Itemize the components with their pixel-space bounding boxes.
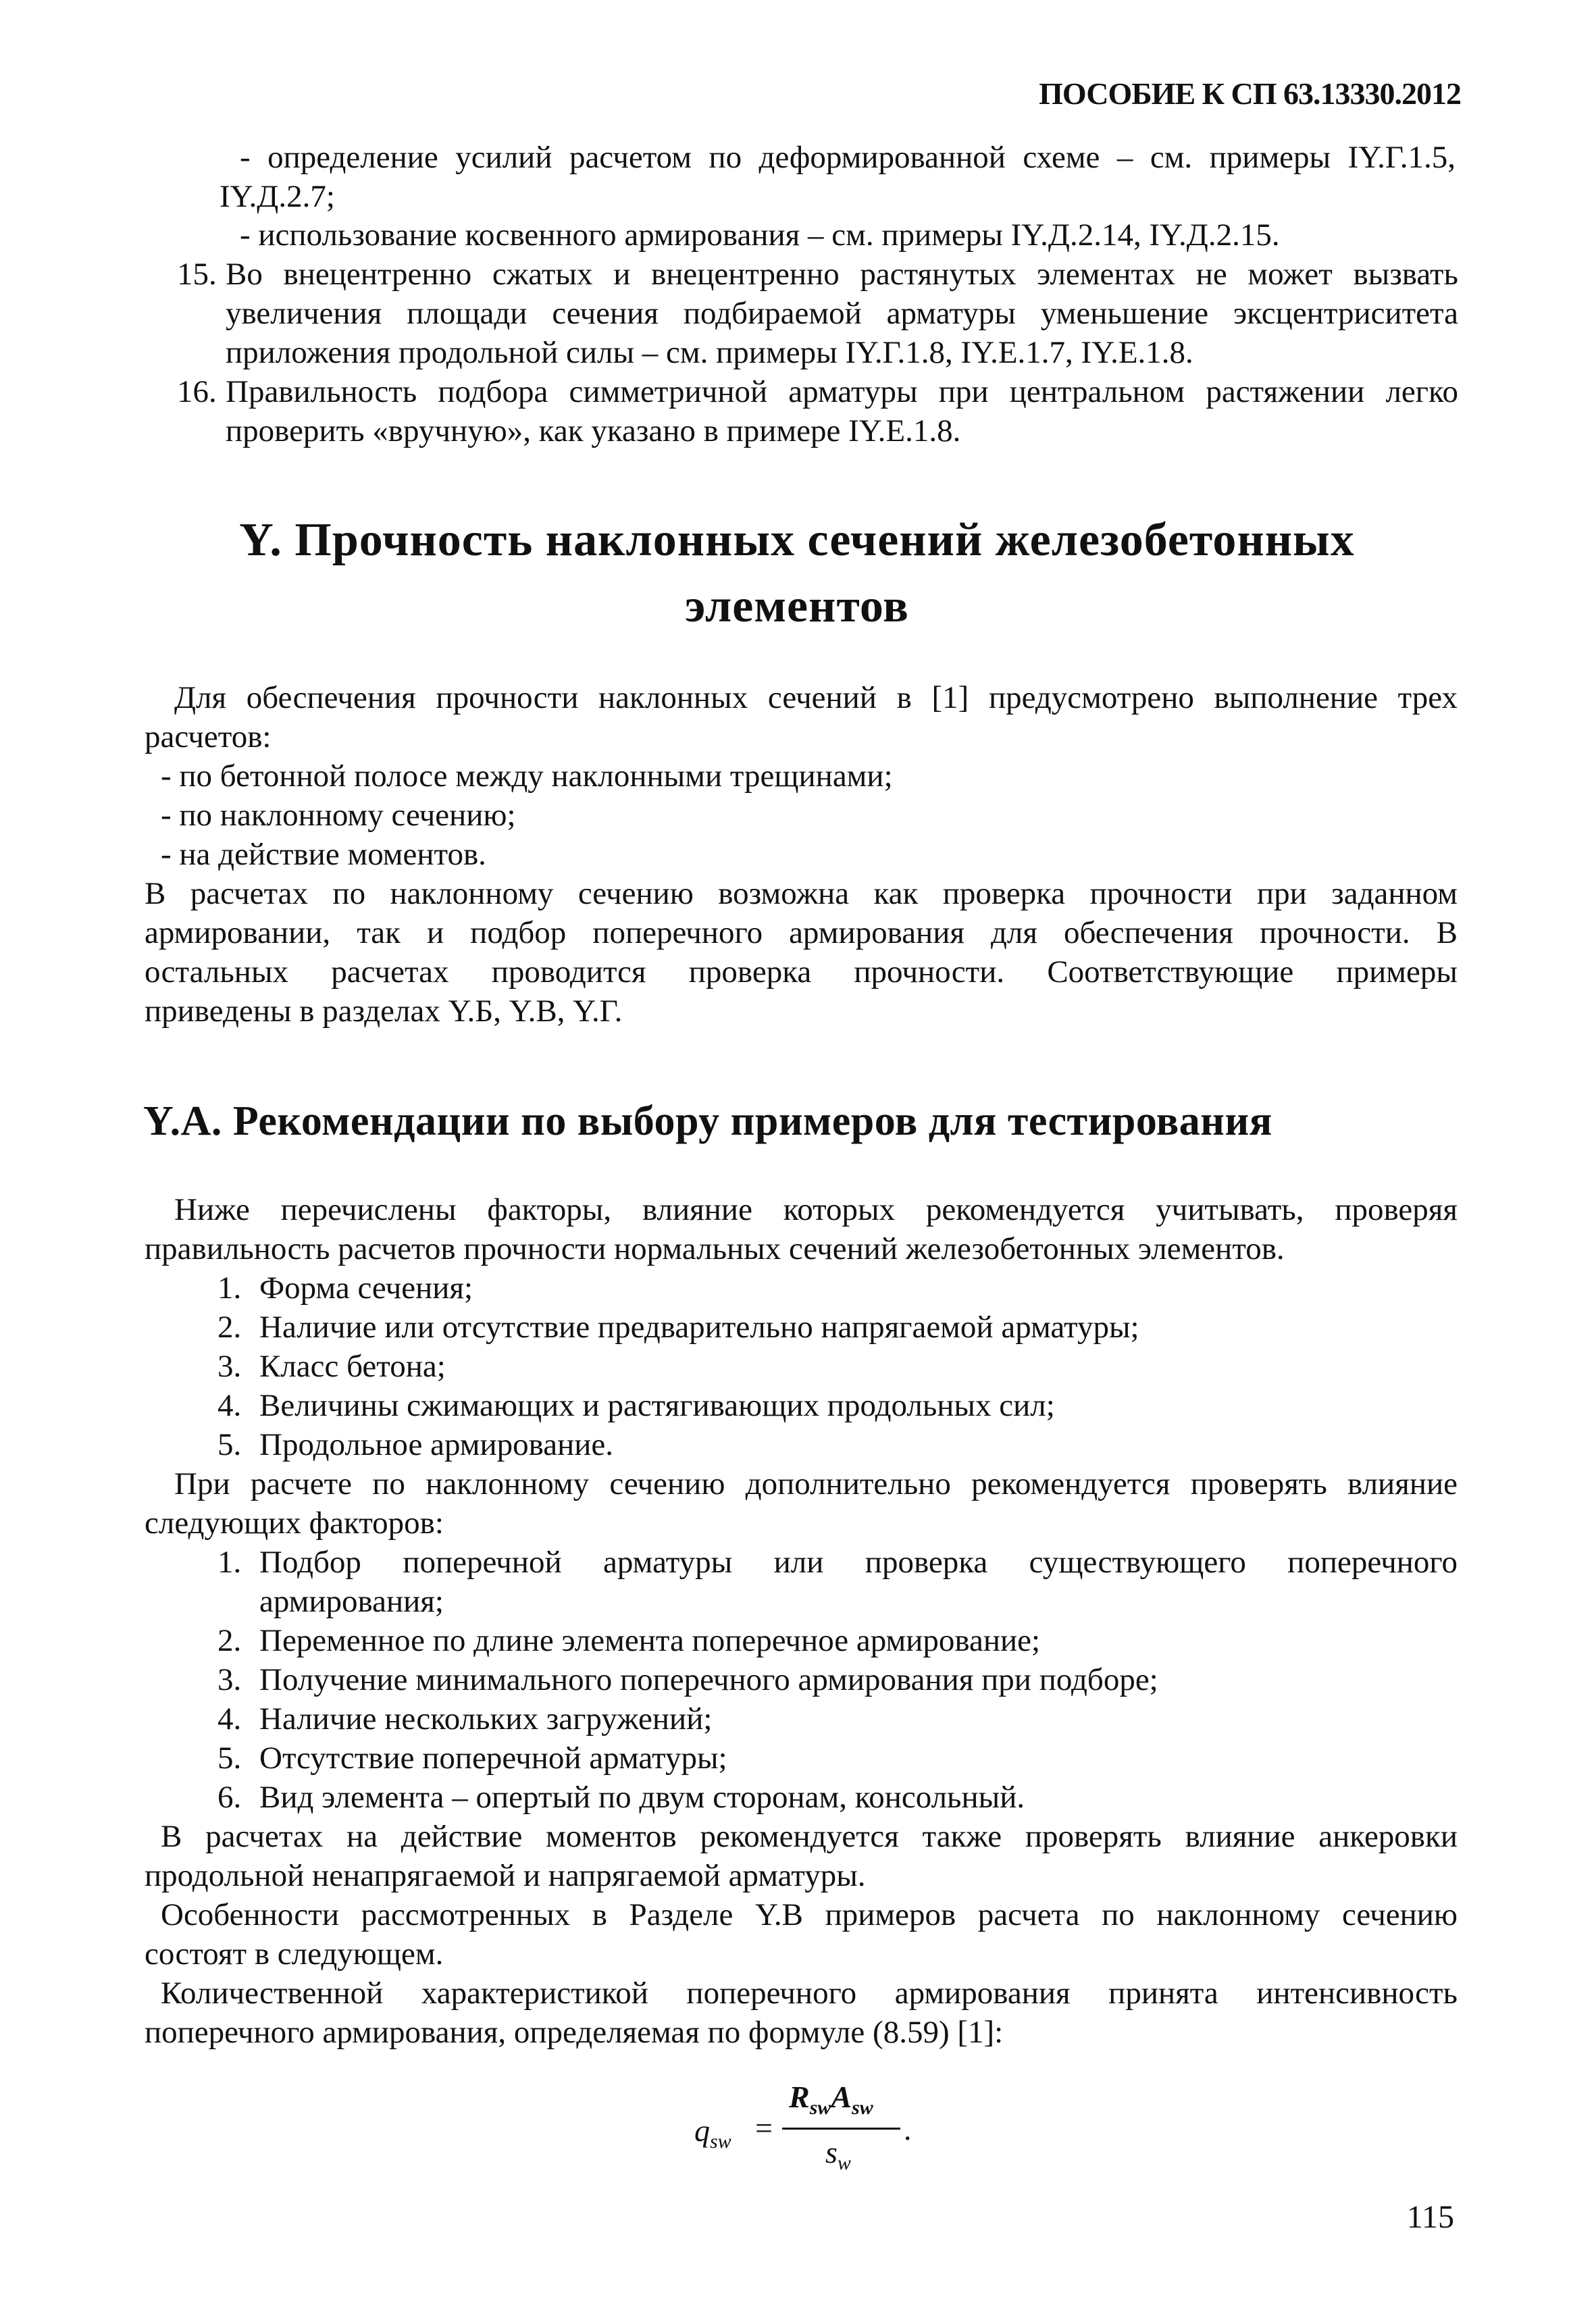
- formula-lhs: $q_{sw}$: [694, 2113, 731, 2153]
- bullet-1: - по бетонной полосе между наклонными трещинами;: [161, 759, 893, 794]
- item-15-line-3: приложения продольной силы – см. примеры IY.Г.1.8, IY.Е.1.7, IY.Е.1.8.: [226, 335, 1193, 370]
- para-7-line-2: поперечного армирования, определяемая по формуле (8.59) [1]:: [145, 2015, 1004, 2050]
- fraction-bar: [782, 2128, 900, 2130]
- item-16-line-2: проверить «вручную», как указано в примере IY.Е.1.8.: [226, 413, 961, 448]
- para-6-line-1: Особенности рассмотренных в Разделе Y.В примеров расчета по наклонному сечению: [161, 1897, 1458, 1932]
- para-2-line-3: остальных расчетах проводится проверка прочности. Соответствующие примеры: [145, 954, 1458, 989]
- running-header: ПОСОБИЕ К СП 63.13330.2012: [1039, 76, 1461, 111]
- list-2-item-1-number: 1.: [217, 1545, 242, 1580]
- item-15-line-1: Во внецентренно сжатых и внецентренно растянутых элементах не может вызвать: [226, 257, 1458, 292]
- formula-denominator: $s_w$: [825, 2135, 851, 2174]
- intro-line-1: - определение усилий расчетом по деформированной схеме – см. примеры IY.Г.1.5,: [240, 140, 1456, 175]
- item-15-line-2: увеличения площади сечения подбираемой арматуры уменьшение эксцентриситета: [226, 296, 1458, 331]
- para-3-line-1: Ниже перечислены факторы, влияние которых рекомендуется учитывать, проверяя: [174, 1192, 1458, 1227]
- item-16-number: 16.: [177, 374, 217, 409]
- para-4-line-1: При расчете по наклонному сечению дополнительно рекомендуется проверять влияние: [174, 1466, 1458, 1501]
- para-6-line-2: состоят в следующем.: [145, 1936, 444, 1972]
- para-2-line-4: приведены в разделах Y.Б, Y.В, Y.Г.: [145, 994, 623, 1029]
- para-3-line-2: правильность расчетов прочности нормальных сечений железобетонных элементов.: [145, 1231, 1285, 1266]
- para-2-line-1: В расчетах по наклонному сечению возможна как проверка прочности при заданном: [145, 876, 1458, 911]
- formula-period: .: [904, 2112, 912, 2146]
- para-4-line-2: следующих факторов:: [145, 1506, 444, 1541]
- item-15-number: 15.: [177, 257, 217, 292]
- list-2-item-1-line-1: Подбор поперечной арматуры или проверка существующего поперечного: [259, 1545, 1458, 1580]
- para-7-line-1: Количественной характеристикой поперечного армирования принята интенсивность: [161, 1976, 1458, 2011]
- list-2-item-6: 6. Вид элемента – опертый по двум сторонам, консольный.: [217, 1780, 1025, 1815]
- list-1-item-3: 3. Класс бетона;: [217, 1349, 446, 1384]
- list-2-item-5: 5. Отсутствие поперечной арматуры;: [217, 1741, 727, 1776]
- para-1-line-2: расчетов:: [145, 719, 272, 754]
- para-1-line-1: Для обеспечения прочности наклонных сечений в [1] предусмотрено выполнение трех: [174, 680, 1458, 715]
- section-title-line-2: элементов: [685, 580, 909, 632]
- bullet-3: - на действие моментов.: [161, 837, 486, 872]
- list-1-item-2: 2. Наличие или отсутствие предварительно напрягаемой арматуры;: [217, 1310, 1139, 1345]
- list-2-item-4: 4. Наличие нескольких загружений;: [217, 1701, 713, 1737]
- item-16-line-1: Правильность подбора симметричной арматуры при центральном растяжении легко: [226, 374, 1458, 409]
- list-1-item-5: 5. Продольное армирование.: [217, 1427, 613, 1462]
- section-title-line-1: Y. Прочность наклонных сечений железобетонных: [239, 514, 1355, 566]
- list-1-item-4: 4. Величины сжимающих и растягивающих продольных сил;: [217, 1388, 1055, 1423]
- intro-line-2: IY.Д.2.7;: [220, 179, 335, 214]
- subsection-title: Y.А. Рекомендации по выбору примеров для тестирования: [143, 1098, 1272, 1144]
- formula-numerator: $R_{sw}A_{sw}$: [789, 2080, 873, 2119]
- bullet-2: - по наклонному сечению;: [161, 798, 516, 833]
- list-2-item-3: 3. Получение минимального поперечного армирования при подборе;: [217, 1662, 1158, 1697]
- page-number: 115: [1406, 2199, 1454, 2235]
- list-2-item-1-line-2: армирования;: [259, 1584, 444, 1619]
- para-2-line-2: армировании, так и подбор поперечного армирования для обеспечения прочности. В: [145, 915, 1458, 950]
- formula-equals: =: [755, 2111, 773, 2145]
- para-5-line-1: В расчетах на действие моментов рекомендуется также проверять влияние анкеровки: [161, 1819, 1458, 1854]
- list-2-item-2: 2. Переменное по длине элемента поперечное армирование;: [217, 1623, 1041, 1658]
- list-1-item-1: 1. Форма сечения;: [217, 1270, 473, 1306]
- intro-line-3: - использование косвенного армирования – см. примеры IY.Д.2.14, IY.Д.2.15.: [240, 217, 1280, 253]
- para-5-line-2: продольной ненапрягаемой и напрягаемой арматуры.: [145, 1858, 866, 1893]
